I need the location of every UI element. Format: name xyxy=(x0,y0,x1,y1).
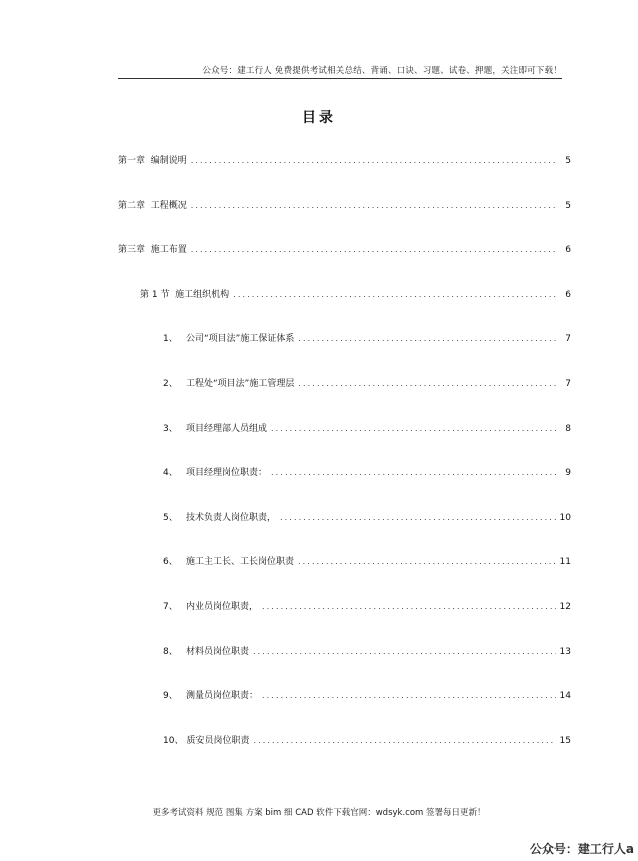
toc-entry-label: 项目经理部人员组成 xyxy=(186,423,268,434)
toc-entry-number: 8、 xyxy=(163,646,178,657)
toc-entry[interactable] xyxy=(118,155,571,167)
toc-entry[interactable] xyxy=(118,200,571,212)
toc-leader-dots xyxy=(253,646,556,658)
page-footer: 更多考试资料 规范 图集 方案 bim 细 CAD 软件下载官网：wdsyk.com 签署每日更新！ xyxy=(152,808,486,818)
toc-entry[interactable] xyxy=(118,244,571,256)
toc-entry-number: 7、 xyxy=(163,602,178,612)
toc-leader-dots xyxy=(262,690,556,702)
toc-entry-page: 14 xyxy=(559,691,571,702)
toc-entry-number: 1、 xyxy=(163,334,178,345)
toc-entry-page: 9 xyxy=(565,468,571,479)
toc-entry-page: 6 xyxy=(565,289,571,300)
toc-leader-dots xyxy=(298,333,557,345)
toc-leader-dots xyxy=(191,244,557,256)
toc-entry-page: 15 xyxy=(559,735,571,746)
toc-entry-page: 10 xyxy=(559,512,571,523)
toc-entry-label: 第 1 节 施工组织机构 xyxy=(140,289,230,300)
toc-entry-label: 材料员岗位职责 xyxy=(186,646,250,657)
toc-entry-number: 10、 xyxy=(163,735,184,746)
toc-leader-dots xyxy=(191,155,557,167)
toc-entry[interactable] xyxy=(163,690,571,702)
toc-leader-dots xyxy=(298,556,556,568)
toc-entry-page: 7 xyxy=(565,379,571,389)
toc-entry-label: 公司“项目法”施工保证体系 xyxy=(186,334,295,345)
toc-entry[interactable] xyxy=(163,423,571,435)
toc-leader-dots xyxy=(271,423,557,435)
toc-leader-dots xyxy=(298,378,557,390)
toc-entry[interactable] xyxy=(163,512,571,524)
toc-leader-dots xyxy=(262,601,556,613)
toc-entry[interactable] xyxy=(163,601,571,613)
toc-entry[interactable] xyxy=(140,289,571,301)
toc-entry-label: 技术负责人岗位职责， xyxy=(186,512,277,523)
toc-entry-page: 12 xyxy=(559,602,571,612)
toc-leader-dots xyxy=(271,467,557,479)
toc-leader-dots xyxy=(233,289,557,301)
toc-entry-label: 第二章 工程概况 xyxy=(118,200,187,211)
toc-entry-number: 6、 xyxy=(163,557,178,568)
toc-entry-page: 5 xyxy=(565,156,571,166)
toc-entry-number: 4、 xyxy=(163,468,178,479)
toc-entry-label: 第三章 施工布置 xyxy=(118,245,187,256)
toc-entry-number: 2、 xyxy=(163,379,178,389)
toc-entry[interactable] xyxy=(163,735,571,747)
toc-title: 目录 xyxy=(302,110,336,126)
toc-entry[interactable] xyxy=(163,467,571,479)
toc-entry[interactable] xyxy=(163,646,571,658)
toc-leader-dots xyxy=(253,735,555,747)
toc-entry-label: 第一章 编制说明 xyxy=(118,156,187,166)
toc-entry-label: 质安员岗位职责 xyxy=(186,735,250,746)
toc-entry-page: 5 xyxy=(565,200,571,211)
toc-entry-label: 项目经理岗位职责： xyxy=(186,468,268,479)
toc-entry[interactable] xyxy=(163,556,571,568)
toc-entry[interactable] xyxy=(163,378,571,390)
toc-entry-label: 施工主工长、工长岗位职责 xyxy=(186,557,295,568)
toc-entry-page: 8 xyxy=(565,423,571,434)
toc-entry-number: 5、 xyxy=(163,512,178,523)
toc-entry-label: 测量员岗位职责： xyxy=(186,691,259,702)
toc-entry-number: 3、 xyxy=(163,423,178,434)
page-header: 公众号：建工行人 免费提供考试相关总结、背诵、口诀、习题、试卷、押题，关注即可下载！ xyxy=(118,64,562,79)
toc-entry-number: 9、 xyxy=(163,691,178,702)
toc-entry-label: 工程处“项目法”施工管理层 xyxy=(186,379,295,389)
toc-entry-page: 11 xyxy=(559,557,571,568)
toc-entry-page: 7 xyxy=(565,334,571,345)
toc-entry-page: 6 xyxy=(565,245,571,256)
toc-leader-dots xyxy=(191,200,557,212)
toc-entry[interactable] xyxy=(163,333,571,345)
toc-entry-page: 13 xyxy=(559,646,571,657)
toc-entry-label: 内业员岗位职责， xyxy=(186,602,259,612)
toc-leader-dots xyxy=(280,512,556,524)
watermark-text: 公众号：建工行人a xyxy=(529,842,634,856)
